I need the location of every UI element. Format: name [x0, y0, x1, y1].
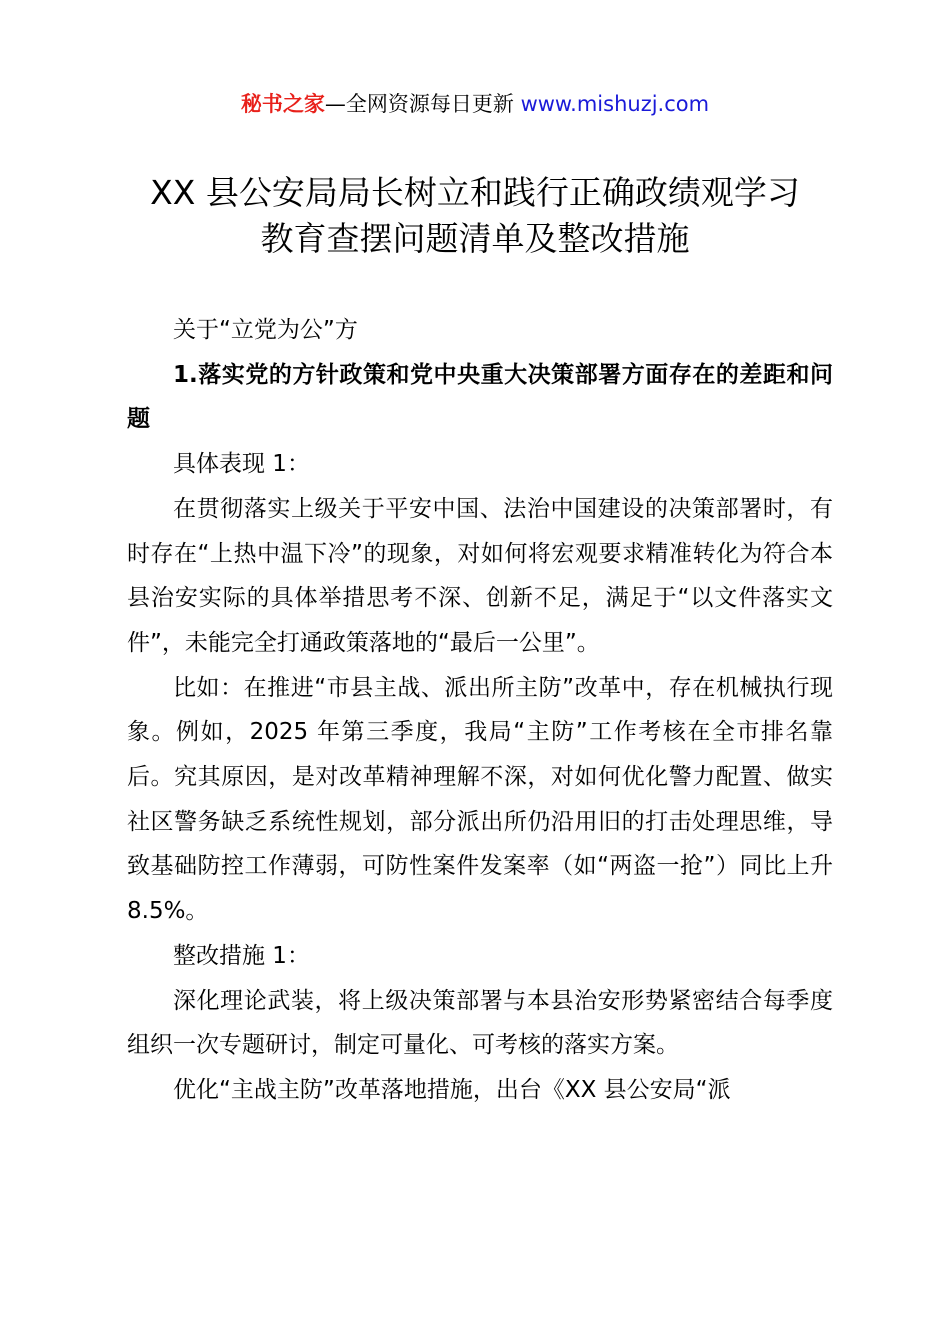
- manifestation-paragraph: 在贯彻落实上级关于平安中国、法治中国建设的决策部署时，有时存在“上热中温下冷”的现象，对如何将宏观要求精准转化为符合本县治安实际的具体举措思考不深、创新不足，满足于“以文件落实文件”，未能完全打通政策落地的“最后一公里”。: [127, 495, 833, 656]
- site-tagline: —全网资源每日更新: [324, 92, 521, 116]
- title-line-1: XX 县公安局局长树立和践行正确政绩观学习: [150, 173, 800, 212]
- document-title: [0, 170, 950, 262]
- example-paragraph: 比如：在推进“市县主战、派出所主防”改革中，存在机械执行现象。例如，2025 年第三季度，我局“主防”工作考核在全市排名靠后。究其原因，是对改革精神理解不深，对如何优化警力配置、做实社区警务缺乏系统性规划，部分派出所仍沿用旧的打击处理思维，导致基础防控工作薄弱，可防性案件发案率（如“两盗一抢”）同比上升 8.5%。: [127, 674, 833, 925]
- manifestation-label: 具体表现 1：: [173, 451, 310, 478]
- measure-paragraph-2: 优化“主战主防”改革落地措施，出台《XX 县公安局“派: [173, 1076, 731, 1103]
- measure-paragraph-1: 深化理论武装，将上级决策部署与本县治安形势紧密结合每季度组织一次专题研讨，制定可量化、可考核的落实方案。: [127, 987, 833, 1059]
- section-heading: 关于“立党为公”方: [173, 317, 358, 343]
- document-body: [127, 308, 833, 1113]
- site-url-link[interactable]: www.mishuzj.com: [520, 92, 710, 116]
- site-header: [0, 88, 950, 120]
- site-brand: 秘书之家: [240, 92, 325, 116]
- problem-heading: 1.落实党的方针政策和党中央重大决策部署方面存在的差距和问题: [127, 361, 833, 433]
- title-line-2: 教育查摆问题清单及整改措施: [260, 219, 690, 258]
- measure-label: 整改措施 1：: [173, 942, 310, 969]
